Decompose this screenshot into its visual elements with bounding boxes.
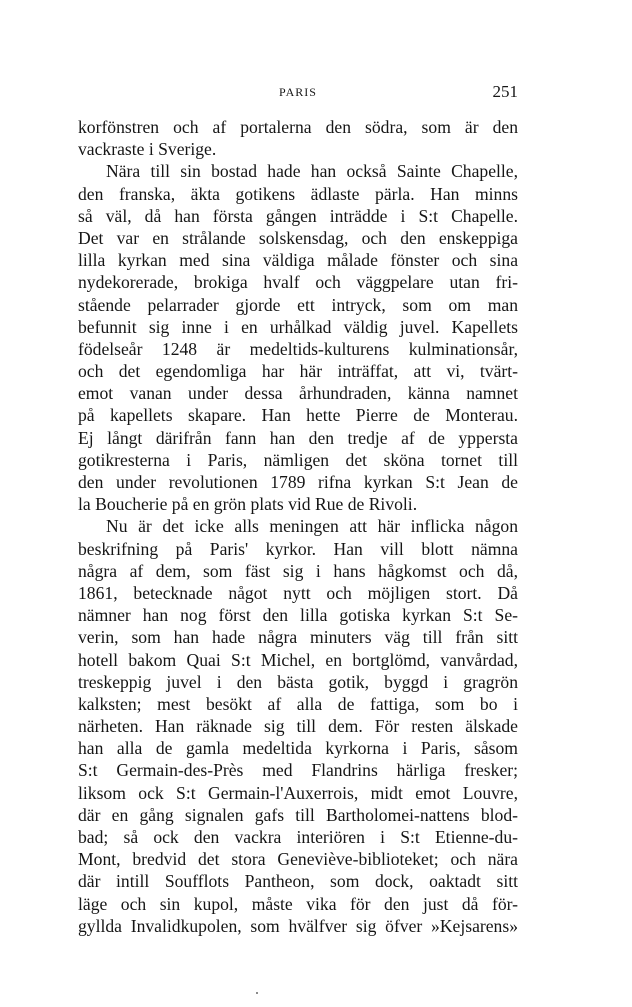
text-line: liksom ock S:t Germain-l'Auxerrois, midt emot Louvre, <box>78 782 518 803</box>
text-line: och det egendomliga har här inträffat, att vi, tvärt- <box>78 361 518 382</box>
text-line: gotikresterna i Paris, nämligen det sköna tornet till <box>78 449 518 470</box>
text-line: nydekorerade, brokiga hvalf och väggpelare utan fri- <box>78 272 518 293</box>
text-line: gyllda Invalidkupolen, som hvälfver sig öfver »Kejsarens» <box>78 915 518 936</box>
text-line: Ej långt därifrån fann han den tredje af de yppersta <box>78 427 518 448</box>
paragraph-first-line: Nära till sin bostad hade han också Sainte Chapelle, <box>106 161 518 182</box>
text-line: treskeppig juvel i den bästa gotik, byggd i gragrön <box>78 671 518 692</box>
text-line: befunnit sig inne i en urhålkad väldig juvel. Kapellets <box>78 316 518 337</box>
text-line: la Boucherie på en grön plats vid Rue de Rivoli. <box>78 494 418 515</box>
text-line: 1861, betecknade något nytt och möjligen stort. Då <box>78 582 518 603</box>
text-line: beskrifning på Paris' kyrkor. Han vill blott nämna <box>78 538 518 559</box>
running-head: PARIS <box>279 85 317 99</box>
paragraph-first-line: Nu är det icke alls meningen att här inflicka någon <box>106 516 518 537</box>
text-line: läge och sin kupol, måste vika för den just då för- <box>78 893 518 914</box>
text-line: verin, som han hade några minuters väg till från sitt <box>78 627 518 648</box>
text-line: stående pelarrader gjorde ett intryck, som om man <box>78 294 518 315</box>
text-line: födelseår 1248 är medeltids-kulturens kulminationsår, <box>78 338 518 359</box>
text-line: vackraste i Sverige. <box>78 139 217 160</box>
text-line: där en gång signalen gafs till Bartholomei-nattens blod- <box>78 804 518 825</box>
text-line: på kapellets skapare. Han hette Pierre de Monterau. <box>78 405 518 426</box>
text-line: bad; så ock den vackra interiören i S:t Etienne-du- <box>78 827 518 847</box>
page-header <box>78 82 518 107</box>
text-line: så väl, då han första gången inträdde i S:t Chapelle. <box>78 205 518 226</box>
text-line: den franska, äkta gotikens ädlaste pärla. Han minns <box>78 183 518 204</box>
print-speck <box>256 992 258 994</box>
text-line: några af dem, som fäst sig i hans hågkomst och då, <box>78 560 518 581</box>
text-line: Det var en strålande solskensdag, och den enskeppiga <box>78 227 518 248</box>
text-line: emot vanan under dessa århundraden, känna namnet <box>78 383 518 404</box>
text-line: hotell bakom Quai S:t Michel, en bortglömd, vanvårdad, <box>78 649 518 670</box>
page-number: 251 <box>492 82 518 101</box>
text-line: lilla kyrkan med sina väldiga målade fönster och sina <box>78 250 518 271</box>
text-line: Mont, bredvid det stora Geneviève-biblioteket; och nära <box>78 849 518 870</box>
text-line: den under revolutionen 1789 rifna kyrkan S:t Jean de <box>78 472 518 492</box>
text-line: närheten. Han räknade sig till dem. För resten älskade <box>78 716 518 737</box>
text-line: han alla de gamla medeltida kyrkorna i Paris, såsom <box>78 738 518 759</box>
text-line: korfönstren och af portalerna den södra, som är den <box>78 117 518 137</box>
body-text <box>78 116 518 937</box>
text-line: S:t Germain-des-Près med Flandrins härliga fresker; <box>78 760 518 781</box>
text-line: kalksten; mest besökt af alla de fattiga, som bo i <box>78 693 518 714</box>
text-line: där intill Soufflots Pantheon, som dock, oaktadt sitt <box>78 871 518 892</box>
text-line: nämner han nog först den lilla gotiska kyrkan S:t Se- <box>78 605 518 626</box>
